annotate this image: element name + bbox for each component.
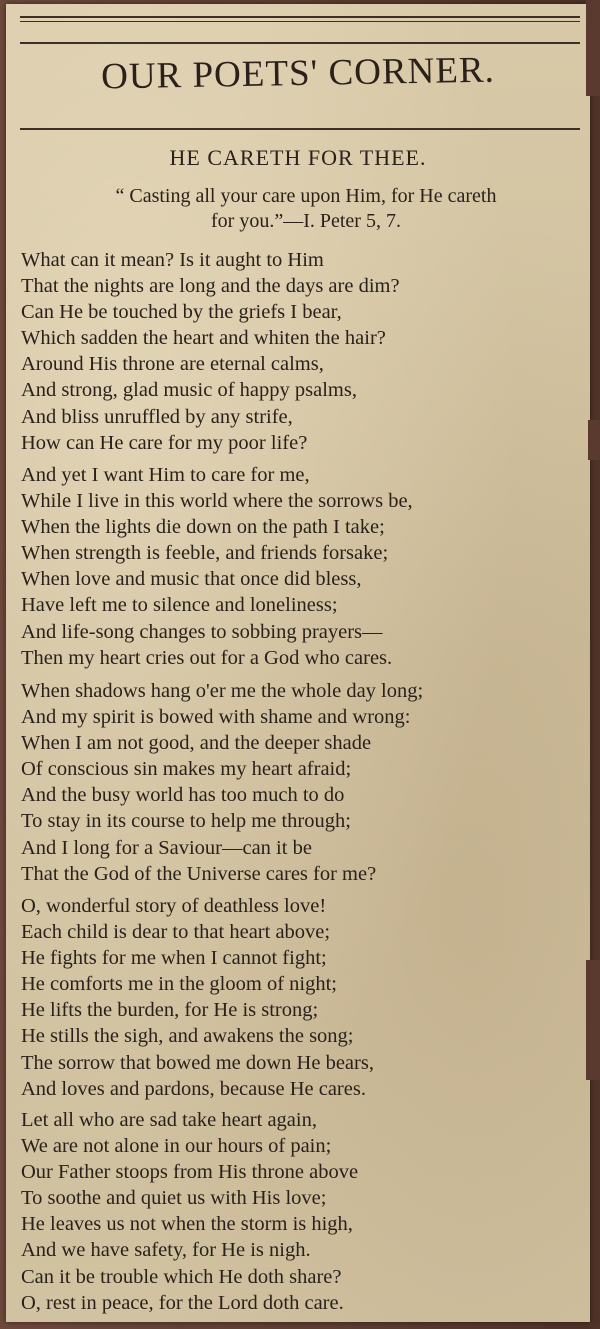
poem-line: And yet I want Him to care for me,	[21, 464, 310, 486]
poem-line: He lifts the burden, for He is strong;	[21, 999, 319, 1022]
poem-line: Which sadden the heart and whiten the hair?	[21, 327, 386, 350]
poem-line: He leaves us not when the storm is high,	[21, 1213, 353, 1236]
poem-line: The sorrow that bowed me down He bears,	[21, 1051, 374, 1074]
poem-line: He stills the sigh, and awakens the song;	[21, 1025, 354, 1048]
poem-line: When shadows hang o'er me the whole day long;	[21, 680, 424, 702]
header-top-rule	[20, 42, 580, 44]
poem-line: When strength is feeble, and friends forsake;	[21, 542, 389, 565]
poem-line: How can He care for my poor life?	[21, 431, 308, 454]
stanza-4	[21, 893, 591, 1102]
poem-line: O, rest in peace, for the Lord doth care.	[21, 1291, 344, 1314]
header-bottom-rule	[20, 128, 580, 130]
poem-line: Of conscious sin makes my heart afraid;	[21, 758, 352, 781]
poem-title: HE CARETH FOR THEE.	[169, 145, 427, 170]
poem-line: Can it be trouble which He doth share?	[21, 1265, 342, 1288]
poem-line: And loves and pardons, because He cares.	[21, 1077, 366, 1100]
poem-line: And we have safety, for He is nigh.	[21, 1239, 311, 1262]
poem-line: He comforts me in the gloom of night;	[21, 973, 337, 996]
poem-line: We are not alone in our hours of pain;	[21, 1135, 332, 1158]
stanza-2	[21, 462, 591, 671]
torn-edge	[588, 420, 600, 460]
epigraph-line: for you.”—I. Peter 5, 7.	[211, 210, 401, 232]
top-rule	[20, 16, 580, 18]
poem-line: That the God of the Universe cares for me?	[21, 862, 377, 885]
poem-line: Then my heart cries out for a God who cares.	[21, 646, 393, 669]
poem-line: And I long for a Saviour—can it be	[21, 836, 312, 859]
stanza-5	[21, 1107, 591, 1316]
poem-line: Around His throne are eternal calms,	[21, 353, 324, 376]
torn-edge	[586, 960, 600, 1080]
poem-line: And the busy world has too much to do	[21, 784, 345, 807]
stanza-3	[21, 678, 591, 887]
poem-line: While I live in this world where the sorrows be,	[21, 490, 413, 513]
poem-line: When I am not good, and the deeper shade	[21, 732, 372, 755]
poem-line: Our Father stoops from His throne above	[21, 1161, 359, 1184]
poem-line: To soothe and quiet us with His love;	[21, 1187, 327, 1210]
newspaper-clipping	[6, 4, 590, 1322]
epigraph-line: “ Casting all your care upon Him, for He careth	[115, 185, 497, 207]
poem-line: What can it mean? Is it aught to Him	[21, 249, 324, 271]
poem-line: When love and music that once did bless,	[21, 568, 362, 591]
poem-line: Let all who are sad take heart again,	[21, 1109, 317, 1131]
poem-line: That the nights are long and the days are dim?	[21, 275, 400, 298]
poem-line: And bliss unruffled by any strife,	[21, 405, 293, 428]
poem-line: He fights for me when I cannot fight;	[21, 947, 327, 970]
column-heading: OUR POETS' CORNER.	[100, 49, 496, 98]
poem-line: And life-song changes to sobbing prayers—	[21, 620, 383, 643]
poem-line: To stay in its course to help me through;	[21, 810, 351, 833]
poem-line: Can He be touched by the griefs I bear,	[21, 301, 342, 324]
top-rule-thin	[20, 21, 580, 22]
poem-line: Have left me to silence and loneliness;	[21, 594, 338, 617]
poem-line: O, wonderful story of deathless love!	[21, 895, 327, 917]
stanza-1	[21, 247, 591, 456]
torn-edge	[586, 0, 600, 96]
poem-line: When the lights die down on the path I take;	[21, 516, 385, 539]
poem-line: And strong, glad music of happy psalms,	[21, 379, 357, 402]
poem-line: Each child is dear to that heart above;	[21, 921, 331, 944]
poem-line: And my spirit is bowed with shame and wrong:	[21, 706, 411, 729]
epigraph	[32, 184, 580, 234]
